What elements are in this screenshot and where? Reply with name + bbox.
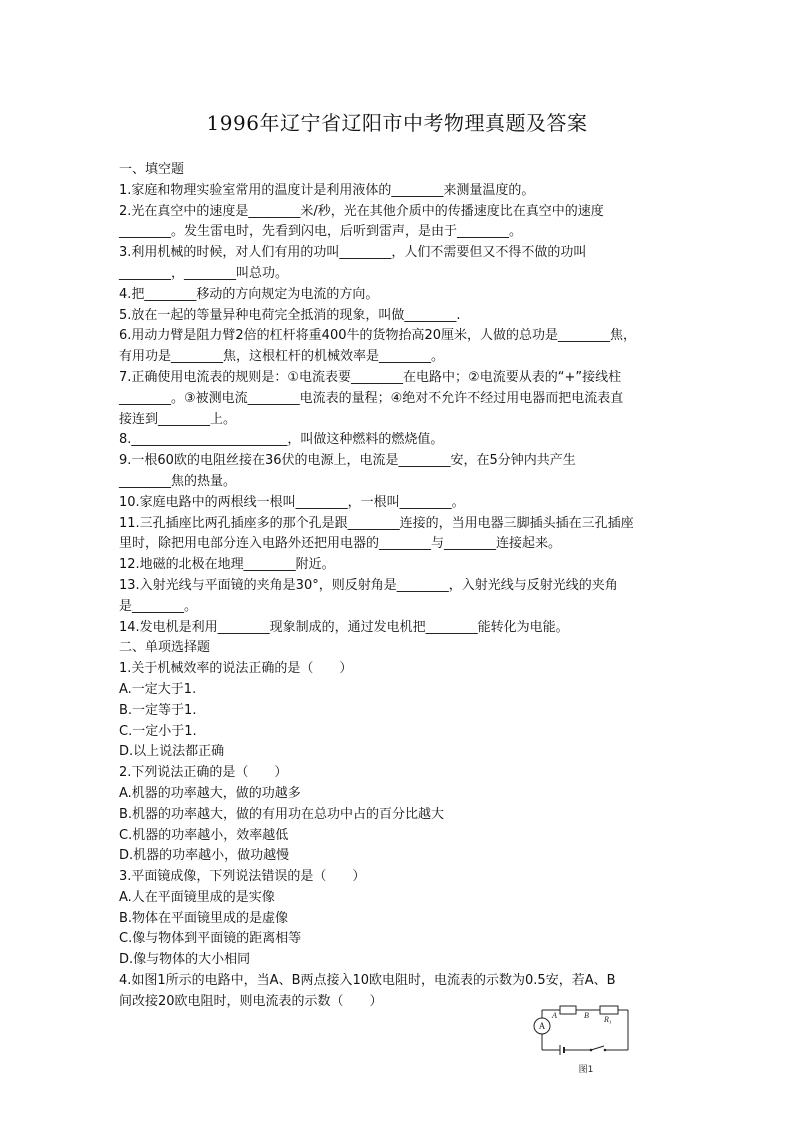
- option-line: D.机器的功率越小，做功越慢: [119, 848, 290, 864]
- question-line: 接连到________上。: [119, 411, 237, 427]
- option-line: A.人在平面镜里成的是实像: [119, 889, 275, 905]
- option-line: D.像与物体的大小相同: [119, 952, 251, 968]
- point-a-label: A: [552, 1011, 557, 1020]
- resistor-ab: [560, 1006, 576, 1014]
- question-line: 2.下列说法正确的是（ ）: [119, 765, 288, 781]
- question-line: 7.正确使用电流表的规则是：①电流表要________在电路中；②电流要从表的“+”接线柱: [119, 369, 622, 385]
- document-body: [119, 160, 699, 1013]
- question-line: 12.地磁的北极在地理________附近。: [119, 557, 335, 573]
- question-line: 5.放在一起的等量异种电荷完全抵消的现象，叫做________.: [119, 307, 461, 323]
- switch-lever: [591, 1046, 604, 1050]
- question-line: 1.关于机械效率的说法正确的是（ ）: [119, 661, 353, 677]
- circuit-diagram: [524, 1000, 634, 1078]
- question-line: 14.发电机是利用________现象制成的，通过发电机把________能转化为电能。: [119, 619, 569, 635]
- option-line: C.机器的功率越小，效率越低: [119, 827, 289, 843]
- question-line: 13.入射光线与平面镜的夹角是30°，则反射角是________，入射光线与反射光线的夹角: [119, 577, 618, 593]
- question-line: 8.________________________，叫做这种燃料的燃烧值。: [119, 432, 444, 448]
- question-line: 9.一根60欧的电阻丝接在36伏的电源上，电流是________安，在5分钟内共产生: [119, 453, 576, 469]
- point-b-label: B: [584, 1011, 589, 1020]
- section-heading: 二、单项选择题: [119, 640, 211, 656]
- question-line: 6.用动力臂是阻力臂2倍的杠杆将重400牛的货物抬高20厘米，人做的总功是________焦，: [119, 328, 637, 344]
- question-line: 10.家庭电路中的两根线一根叫________，一根叫________。: [119, 494, 465, 510]
- question-line: ________。发生雷电时，先看到闪电，后听到雷声，是由于________。: [119, 224, 523, 240]
- option-line: B.物体在平面镜里成的是虚像: [119, 910, 289, 926]
- question-line: ________。③被测电流________电流表的量程；④绝对不允许不经过用电器而把电流表直: [119, 390, 624, 406]
- question-line: 3.平面镜成像，下列说法错误的是（ ）: [119, 869, 366, 885]
- question-line: 3.利用机械的时候，对人们有用的功叫________，人们不需要但又不得不做的功叫: [119, 245, 587, 261]
- question-line: 4.如图1所示的电路中，当A、B两点接入10欧电阻时，电流表的示数为0.5安，若A、B: [119, 973, 616, 989]
- option-line: D.以上说法都正确: [119, 744, 225, 760]
- question-line: 是________。: [119, 598, 198, 614]
- figure-caption: 图1: [578, 1065, 594, 1075]
- option-line: B.机器的功率越大，做的有用功在总功中占的百分比越大: [119, 806, 445, 822]
- question-line: ________焦的热量。: [119, 473, 237, 489]
- option-line: C.像与物体到平面镜的距离相等: [119, 931, 302, 947]
- question-line: 有用功是________焦，这根杠杆的机械效率是________。: [119, 349, 445, 365]
- question-line: 11.三孔插座比两孔插座多的那个孔是跟________连接的，当用电器三脚插头插在三孔插座: [119, 515, 634, 531]
- ammeter-symbol: A: [538, 1021, 546, 1031]
- document-title: 1996年辽宁省辽阳市中考物理真题及答案: [206, 111, 588, 135]
- option-line: A.机器的功率越大，做的功越多: [119, 785, 301, 801]
- question-line: 里时，除把用电部分连入电路外还把用电器的________与________连接起来。: [119, 536, 562, 552]
- circuit-figure: [524, 1000, 634, 1078]
- question-line: 4.把________移动的方向规定为电流的方向。: [119, 286, 379, 302]
- option-line: A.一定大于1.: [119, 681, 197, 697]
- option-line: B.一定等于1.: [119, 702, 197, 718]
- question-line: 1.家庭和物理实验室常用的温度计是利用液体的________来测量温度的。: [119, 182, 535, 198]
- section-heading: 一、填空题: [119, 162, 185, 177]
- option-line: C.一定小于1.: [119, 723, 197, 739]
- question-line: 2.光在真空中的速度是________米/秒，光在其他介质中的传播速度比在真空中的速度: [119, 203, 604, 219]
- question-line: 间改接20欧电阻时，则电流表的示数（ ）: [119, 993, 383, 1009]
- resistor-r1: [600, 1006, 618, 1014]
- question-line: ________，________叫总功。: [119, 265, 289, 281]
- resistor-label: R₁: [604, 1015, 612, 1024]
